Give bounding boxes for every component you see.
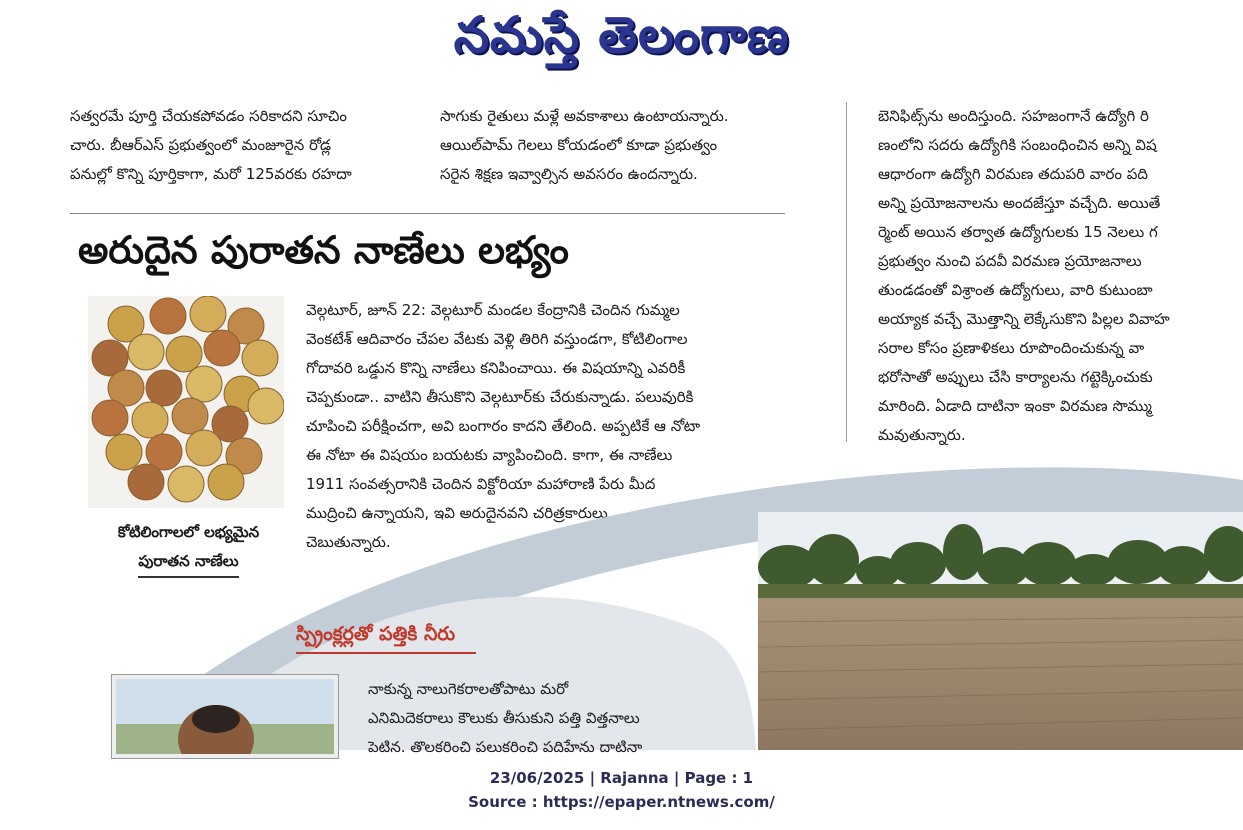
farmer-photo-graphic xyxy=(116,679,334,754)
text-line: గోదావరి ఒడ్డున కొన్ని నాణేలు కనిపించాయి. ఈ విషయాన్ని ఎవరికీ xyxy=(306,359,686,377)
text-line: నాకున్న నాలుగెకరాలతోపాటు మరో xyxy=(368,680,569,698)
article-headline: అరుదైన పురాతన నాణేలు లభ్యం xyxy=(78,228,569,272)
farmer-quote xyxy=(368,675,642,762)
text-line: సరాల కోసం ప్రణాళికలు రూపొందించుకున్న వా xyxy=(878,339,1145,357)
text-line: చారు. బీఆర్ఎస్ ప్రభుత్వంలో మంజూరైన రోడ్ల xyxy=(70,136,332,154)
field-photo xyxy=(758,512,1243,750)
text-line: సత్వరమే పూర్తి చేయకపోవడం సరికాదని సూచిం xyxy=(70,107,348,125)
coin xyxy=(186,366,222,402)
text-line: అయ్యాక వచ్చే మొత్తాన్ని లెక్కేసుకొని పిల్లల వివాహ xyxy=(878,310,1170,328)
text-line: చెబుతున్నారు. xyxy=(306,533,391,551)
text-line: భరోసాతో అప్పులు చేసి కార్యాలను గట్టెక్కించుకు xyxy=(878,368,1153,386)
text-line: సరైన శిక్షణ ఇవ్వాల్సిన అవసరం ఉందన్నారు. xyxy=(440,165,698,183)
text-line: సాగుకు రైతులు మళ్లే అవకాశాలు ఉంటాయన్నారు. xyxy=(440,107,729,125)
text-line: మవుతున్నారు. xyxy=(878,426,966,444)
text-line: వెల్గటూర్, జూన్ 22: వెల్గటూర్ మండల కేంద్రానికి చెందిన గుమ్మల xyxy=(306,301,680,319)
text-line: పెటిన. తొలకరించి పలుకరించి పదిహేను దాటినా xyxy=(368,738,643,756)
farmer-photo xyxy=(112,675,338,758)
coin xyxy=(128,334,164,370)
column-divider xyxy=(846,102,847,442)
newspaper-logo: నమస్తే తెలంగాణ xyxy=(453,6,790,64)
footer-source-link[interactable]: Source : https://epaper.ntnews.com/ xyxy=(468,793,775,811)
left-top-column xyxy=(70,102,352,189)
page-footer xyxy=(0,766,1243,814)
coin xyxy=(132,402,168,438)
coin xyxy=(242,340,278,376)
middle-top-column xyxy=(440,102,729,189)
coin xyxy=(248,388,284,424)
text-line: చూపించి పరీక్షించగా, అవి బంగారం కాదని తేలింది. అప్పటికే ఆ నోటా xyxy=(306,417,701,435)
coin xyxy=(166,336,202,372)
text-line: మారింది. ఏడాది దాటినా ఇంకా విరమణ సొమ్ము xyxy=(878,397,1152,415)
text-line: ఆధారంగా ఉద్యోగి విరమణ తదుపరి వారం పది xyxy=(878,165,1149,183)
text-line: వెంకటేశ్ ఆదివారం చేపల వేటకు వెళ్లి తిరిగి వస్తుండగా, కోటిలింగాల xyxy=(306,330,688,348)
coin xyxy=(190,296,226,332)
coin xyxy=(172,398,208,434)
text-line: ర్మెంట్ అయిన తర్వాత ఉద్యోగులకు 15 నెలలు గ xyxy=(878,223,1158,241)
caption-line-2: పురాతన నాణేలు xyxy=(138,547,238,578)
coin xyxy=(204,330,240,366)
text-line: అన్ని ప్రయోజనాలను అందజేస్తూ వచ్చేది. అయితే xyxy=(878,194,1161,212)
text-line: ముద్రించి ఉన్నాయని, ఇవి అరుదైనవని చరిత్రకారులు xyxy=(306,504,608,522)
section-divider xyxy=(70,213,785,214)
sub-heading: స్ప్రింక్లర్లతో పత్తికి నీరు xyxy=(296,623,456,645)
text-line: ఆయిల్‌పామ్ గెలలు కోయడంలో కూడా ప్రభుత్వం xyxy=(440,136,718,154)
right-column xyxy=(878,102,1243,450)
text-line: 1911 సంవత్సరానికి చెందిన విక్టోరియా మహారాణి పేరు మీద xyxy=(306,475,656,493)
coin xyxy=(146,370,182,406)
caption-line-1: కోటిలింగాలలో లభ్యమైన xyxy=(117,523,260,541)
text-line: ప్రభుత్వం నుంచి పదవీ విరమణ ప్రయోజనాలు xyxy=(878,252,1142,270)
text-line: పనుల్లో కొన్ని పూర్తికాగా, మరో 125వరకు రహదా xyxy=(70,165,352,183)
text-line: చెప్పకుండా.. వాటిని తీసుకొని వెల్గటూర్‌కు చేరుకున్నాడు. పలువురికి xyxy=(306,388,694,406)
text-line: ణంలోని సదరు ఉద్యోగికి సంబంధించిన అన్ని విష xyxy=(878,136,1157,154)
sub-heading-underline xyxy=(296,652,476,654)
text-line: ఈ నోటా ఈ విషయం బయటకు వ్యాపించింది. కాగా, ఈ నాణేలు xyxy=(306,446,673,464)
text-line: తుండడంతో విశ్రాంత ఉద్యోగులు, వారి కుటుంబా xyxy=(878,281,1153,299)
masthead xyxy=(0,0,1243,80)
text-line: ఎనిమిదెకరాలు కౌలుకు తీసుకుని పత్తి విత్తనాలు xyxy=(368,709,640,727)
coin xyxy=(150,298,186,334)
coin xyxy=(92,400,128,436)
text-line: బెనిఫిట్స్‌ను అందిస్తుంది. సహజంగానే ఉద్యోగి రి xyxy=(878,107,1149,125)
footer-date-line: 23/06/2025 | Rajanna | Page : 1 xyxy=(489,769,754,787)
